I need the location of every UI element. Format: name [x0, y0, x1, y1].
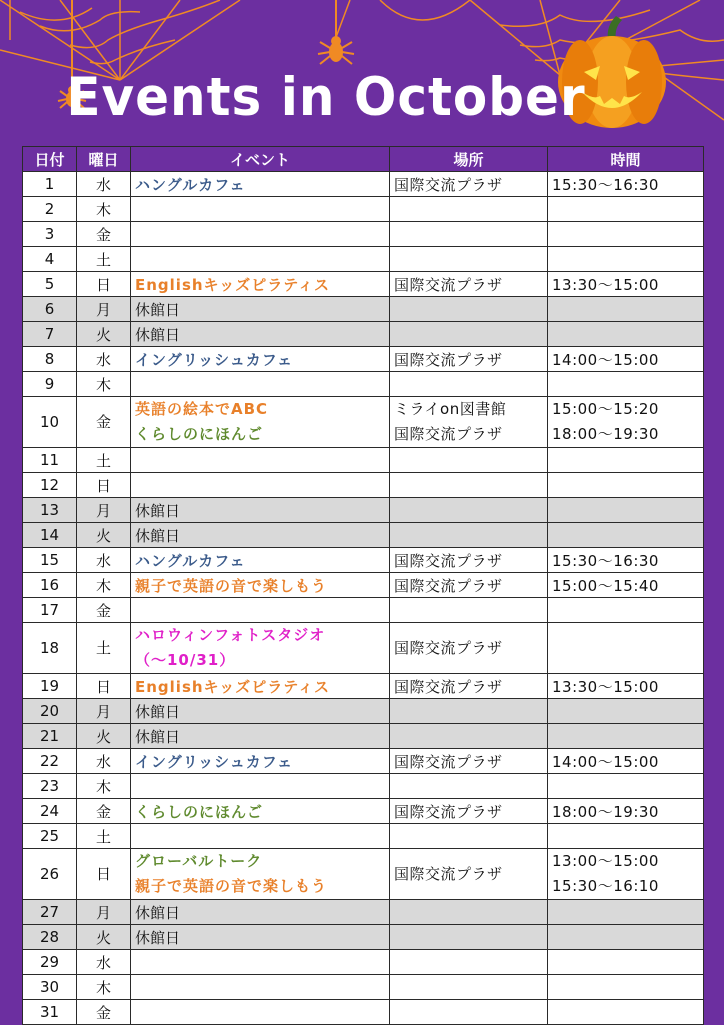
weekday-cell: 金: [77, 1000, 131, 1025]
event-cell: [131, 623, 390, 674]
place-cell: [390, 674, 548, 699]
date-cell: 7: [23, 322, 77, 347]
event-name: くらしのにほんご: [135, 425, 264, 443]
event-cell: [131, 247, 390, 272]
weekday-cell: 日: [77, 674, 131, 699]
closed-label: 休館日: [135, 727, 181, 746]
place-cell: [390, 347, 548, 372]
time-cell: [548, 925, 704, 950]
table-row: [23, 197, 704, 222]
time-cell: [548, 674, 704, 699]
closed-label: 休館日: [135, 928, 181, 947]
weekday-cell: 水: [77, 749, 131, 774]
event-name: 親子で英語の音で楽しもう: [135, 576, 328, 595]
time-range: 14:00～15:00: [552, 752, 659, 771]
closed-label: 休館日: [135, 702, 181, 721]
table-row: [23, 774, 704, 799]
date-cell: 20: [23, 699, 77, 724]
event-name: ハングルカフェ: [135, 175, 246, 194]
weekday-cell: 木: [77, 372, 131, 397]
place-cell: [390, 900, 548, 925]
date-cell: 19: [23, 674, 77, 699]
time-cell: [548, 523, 704, 548]
weekday-cell: 土: [77, 623, 131, 674]
event-cell: [131, 498, 390, 523]
date-cell: 23: [23, 774, 77, 799]
event-cell: [131, 272, 390, 297]
time-cell: [548, 272, 704, 297]
place-cell: [390, 824, 548, 849]
event-cell: [131, 699, 390, 724]
date-cell: 6: [23, 297, 77, 322]
table-row: [23, 272, 704, 297]
weekday-cell: 日: [77, 473, 131, 498]
weekday-cell: 金: [77, 222, 131, 247]
date-cell: 27: [23, 900, 77, 925]
place-cell: [390, 197, 548, 222]
place-cell: [390, 950, 548, 975]
weekday-cell: 水: [77, 548, 131, 573]
event-cell: [131, 724, 390, 749]
event-name: グローバルトーク: [135, 852, 263, 870]
date-cell: 28: [23, 925, 77, 950]
time-cell: [548, 849, 704, 900]
place-cell: [390, 548, 548, 573]
time-cell: [548, 950, 704, 975]
time-cell: [548, 699, 704, 724]
time-cell: [548, 448, 704, 473]
weekday-cell: 日: [77, 849, 131, 900]
weekday-cell: 金: [77, 598, 131, 623]
date-cell: 17: [23, 598, 77, 623]
table-row: [23, 724, 704, 749]
date-cell: 9: [23, 372, 77, 397]
spider-icon: [318, 0, 354, 64]
date-cell: 12: [23, 473, 77, 498]
event-cell: [131, 573, 390, 598]
event-cell: [131, 397, 390, 448]
table-row: [23, 372, 704, 397]
date-cell: 16: [23, 573, 77, 598]
place-cell: [390, 724, 548, 749]
place-cell: [390, 849, 548, 900]
place-name: ミライon図書館: [394, 400, 507, 418]
time-cell: [548, 774, 704, 799]
table-row: [23, 473, 704, 498]
place-cell: [390, 699, 548, 724]
place-cell: [390, 1000, 548, 1025]
event-cell: [131, 347, 390, 372]
place-cell: [390, 272, 548, 297]
event-cell: [131, 1000, 390, 1025]
page-title: Events in October: [66, 66, 586, 128]
table-row: [23, 247, 704, 272]
place-name: 国際交流プラザ: [394, 576, 503, 595]
place-cell: [390, 975, 548, 1000]
event-cell: [131, 322, 390, 347]
place-cell: [390, 925, 548, 950]
table-row: [23, 975, 704, 1000]
time-range: 15:30～16:10: [552, 877, 659, 895]
time-cell: [548, 749, 704, 774]
table-row: [23, 347, 704, 372]
table-header-row: [23, 147, 704, 172]
weekday-cell: 木: [77, 573, 131, 598]
weekday-cell: 土: [77, 824, 131, 849]
time-cell: [548, 1000, 704, 1025]
table-row: [23, 598, 704, 623]
table-row: [23, 749, 704, 774]
table-row: [23, 498, 704, 523]
closed-label: 休館日: [135, 526, 181, 545]
time-cell: [548, 473, 704, 498]
event-name: ハングルカフェ: [135, 551, 246, 570]
place-cell: [390, 473, 548, 498]
event-name: Englishキッズピラティス: [135, 677, 331, 696]
event-name: くらしのにほんご: [135, 802, 264, 821]
event-cell: [131, 297, 390, 322]
time-cell: [548, 900, 704, 925]
date-cell: 5: [23, 272, 77, 297]
event-cell: [131, 172, 390, 197]
header-place: 場所: [390, 147, 548, 172]
event-cell: [131, 925, 390, 950]
time-cell: [548, 247, 704, 272]
date-cell: 30: [23, 975, 77, 1000]
events-table: [22, 146, 704, 1025]
time-range: 15:30～16:30: [552, 175, 659, 194]
time-cell: [548, 197, 704, 222]
date-cell: 8: [23, 347, 77, 372]
weekday-cell: 木: [77, 197, 131, 222]
time-cell: [548, 322, 704, 347]
date-cell: 22: [23, 749, 77, 774]
table-row: [23, 900, 704, 925]
weekday-cell: 水: [77, 347, 131, 372]
time-range: 18:00～19:30: [552, 802, 659, 821]
place-cell: [390, 322, 548, 347]
date-cell: 24: [23, 799, 77, 824]
time-cell: [548, 724, 704, 749]
date-cell: 31: [23, 1000, 77, 1025]
event-name: イングリッシュカフェ: [135, 752, 294, 771]
time-cell: [548, 297, 704, 322]
time-cell: [548, 372, 704, 397]
event-cell: [131, 749, 390, 774]
header-event: イベント: [131, 147, 390, 172]
time-cell: [548, 598, 704, 623]
date-cell: 10: [23, 397, 77, 448]
place-name: 国際交流プラザ: [394, 275, 503, 294]
event-name: （～10/31）: [135, 651, 236, 669]
event-cell: [131, 448, 390, 473]
table-row: [23, 573, 704, 598]
weekday-cell: 土: [77, 247, 131, 272]
place-name: 国際交流プラザ: [394, 638, 503, 657]
date-cell: 25: [23, 824, 77, 849]
place-cell: [390, 247, 548, 272]
weekday-cell: 水: [77, 172, 131, 197]
time-cell: [548, 975, 704, 1000]
table-row: [23, 448, 704, 473]
place-name: 国際交流プラザ: [394, 677, 503, 696]
table-row: [23, 799, 704, 824]
place-cell: [390, 222, 548, 247]
event-name: 親子で英語の音で楽しもう: [135, 877, 328, 895]
date-cell: 13: [23, 498, 77, 523]
header-weekday: 曜日: [77, 147, 131, 172]
weekday-cell: 木: [77, 774, 131, 799]
closed-label: 休館日: [135, 325, 181, 344]
closed-label: 休館日: [135, 903, 181, 922]
table-row: [23, 674, 704, 699]
header-date: 日付: [23, 147, 77, 172]
table-row: [23, 824, 704, 849]
event-cell: [131, 824, 390, 849]
table-row: [23, 322, 704, 347]
date-cell: 11: [23, 448, 77, 473]
event-cell: [131, 674, 390, 699]
header-time: 時間: [548, 147, 704, 172]
place-cell: [390, 397, 548, 448]
date-cell: 2: [23, 197, 77, 222]
time-cell: [548, 347, 704, 372]
place-name: 国際交流プラザ: [394, 350, 503, 369]
weekday-cell: 日: [77, 272, 131, 297]
time-cell: [548, 498, 704, 523]
table-row: [23, 849, 704, 900]
date-cell: 3: [23, 222, 77, 247]
table-row: [23, 925, 704, 950]
place-cell: [390, 774, 548, 799]
place-name: 国際交流プラザ: [394, 175, 503, 194]
place-cell: [390, 297, 548, 322]
table-row: [23, 222, 704, 247]
closed-label: 休館日: [135, 300, 181, 319]
time-range: 15:00～15:40: [552, 576, 659, 595]
time-range: 13:00～15:00: [552, 852, 659, 870]
time-cell: [548, 222, 704, 247]
weekday-cell: 火: [77, 724, 131, 749]
table-row: [23, 548, 704, 573]
date-cell: 18: [23, 623, 77, 674]
closed-label: 休館日: [135, 501, 181, 520]
event-cell: [131, 598, 390, 623]
date-cell: 4: [23, 247, 77, 272]
weekday-cell: 月: [77, 699, 131, 724]
event-name: 英語の絵本でABC: [135, 400, 269, 418]
place-cell: [390, 799, 548, 824]
table-row: [23, 1000, 704, 1025]
time-cell: [548, 397, 704, 448]
date-cell: 14: [23, 523, 77, 548]
event-cell: [131, 950, 390, 975]
weekday-cell: 金: [77, 799, 131, 824]
place-cell: [390, 523, 548, 548]
place-cell: [390, 372, 548, 397]
table-row: [23, 397, 704, 448]
place-name: 国際交流プラザ: [394, 802, 503, 821]
event-cell: [131, 473, 390, 498]
weekday-cell: 金: [77, 397, 131, 448]
date-cell: 26: [23, 849, 77, 900]
weekday-cell: 月: [77, 900, 131, 925]
event-name: イングリッシュカフェ: [135, 350, 294, 369]
event-name: Englishキッズピラティス: [135, 275, 331, 294]
weekday-cell: 月: [77, 498, 131, 523]
table-row: [23, 950, 704, 975]
place-cell: [390, 573, 548, 598]
time-range: 15:30～16:30: [552, 551, 659, 570]
place-name: 国際交流プラザ: [394, 425, 503, 443]
weekday-cell: 土: [77, 448, 131, 473]
weekday-cell: 木: [77, 975, 131, 1000]
place-cell: [390, 623, 548, 674]
place-cell: [390, 172, 548, 197]
time-cell: [548, 573, 704, 598]
table-row: [23, 623, 704, 674]
time-range: 15:00～15:20: [552, 400, 659, 418]
time-range: 13:30～15:00: [552, 275, 659, 294]
weekday-cell: 水: [77, 950, 131, 975]
event-cell: [131, 975, 390, 1000]
event-cell: [131, 774, 390, 799]
time-cell: [548, 799, 704, 824]
time-cell: [548, 172, 704, 197]
time-range: 14:00～15:00: [552, 350, 659, 369]
event-cell: [131, 548, 390, 573]
place-name: 国際交流プラザ: [394, 752, 503, 771]
event-cell: [131, 222, 390, 247]
place-cell: [390, 598, 548, 623]
event-cell: [131, 372, 390, 397]
place-name: 国際交流プラザ: [394, 864, 503, 883]
place-name: 国際交流プラザ: [394, 551, 503, 570]
table-row: [23, 523, 704, 548]
time-cell: [548, 824, 704, 849]
time-range: 13:30～15:00: [552, 677, 659, 696]
table-row: [23, 297, 704, 322]
date-cell: 1: [23, 172, 77, 197]
place-cell: [390, 498, 548, 523]
date-cell: 29: [23, 950, 77, 975]
date-cell: 15: [23, 548, 77, 573]
event-cell: [131, 197, 390, 222]
event-cell: [131, 523, 390, 548]
event-cell: [131, 849, 390, 900]
table-row: [23, 699, 704, 724]
time-cell: [548, 548, 704, 573]
weekday-cell: 月: [77, 297, 131, 322]
time-range: 18:00～19:30: [552, 425, 659, 443]
place-cell: [390, 749, 548, 774]
weekday-cell: 火: [77, 523, 131, 548]
time-cell: [548, 623, 704, 674]
table-row: [23, 172, 704, 197]
weekday-cell: 火: [77, 925, 131, 950]
date-cell: 21: [23, 724, 77, 749]
weekday-cell: 火: [77, 322, 131, 347]
event-cell: [131, 900, 390, 925]
event-name: ハロウィンフォトスタジオ: [135, 626, 326, 644]
place-cell: [390, 448, 548, 473]
event-cell: [131, 799, 390, 824]
